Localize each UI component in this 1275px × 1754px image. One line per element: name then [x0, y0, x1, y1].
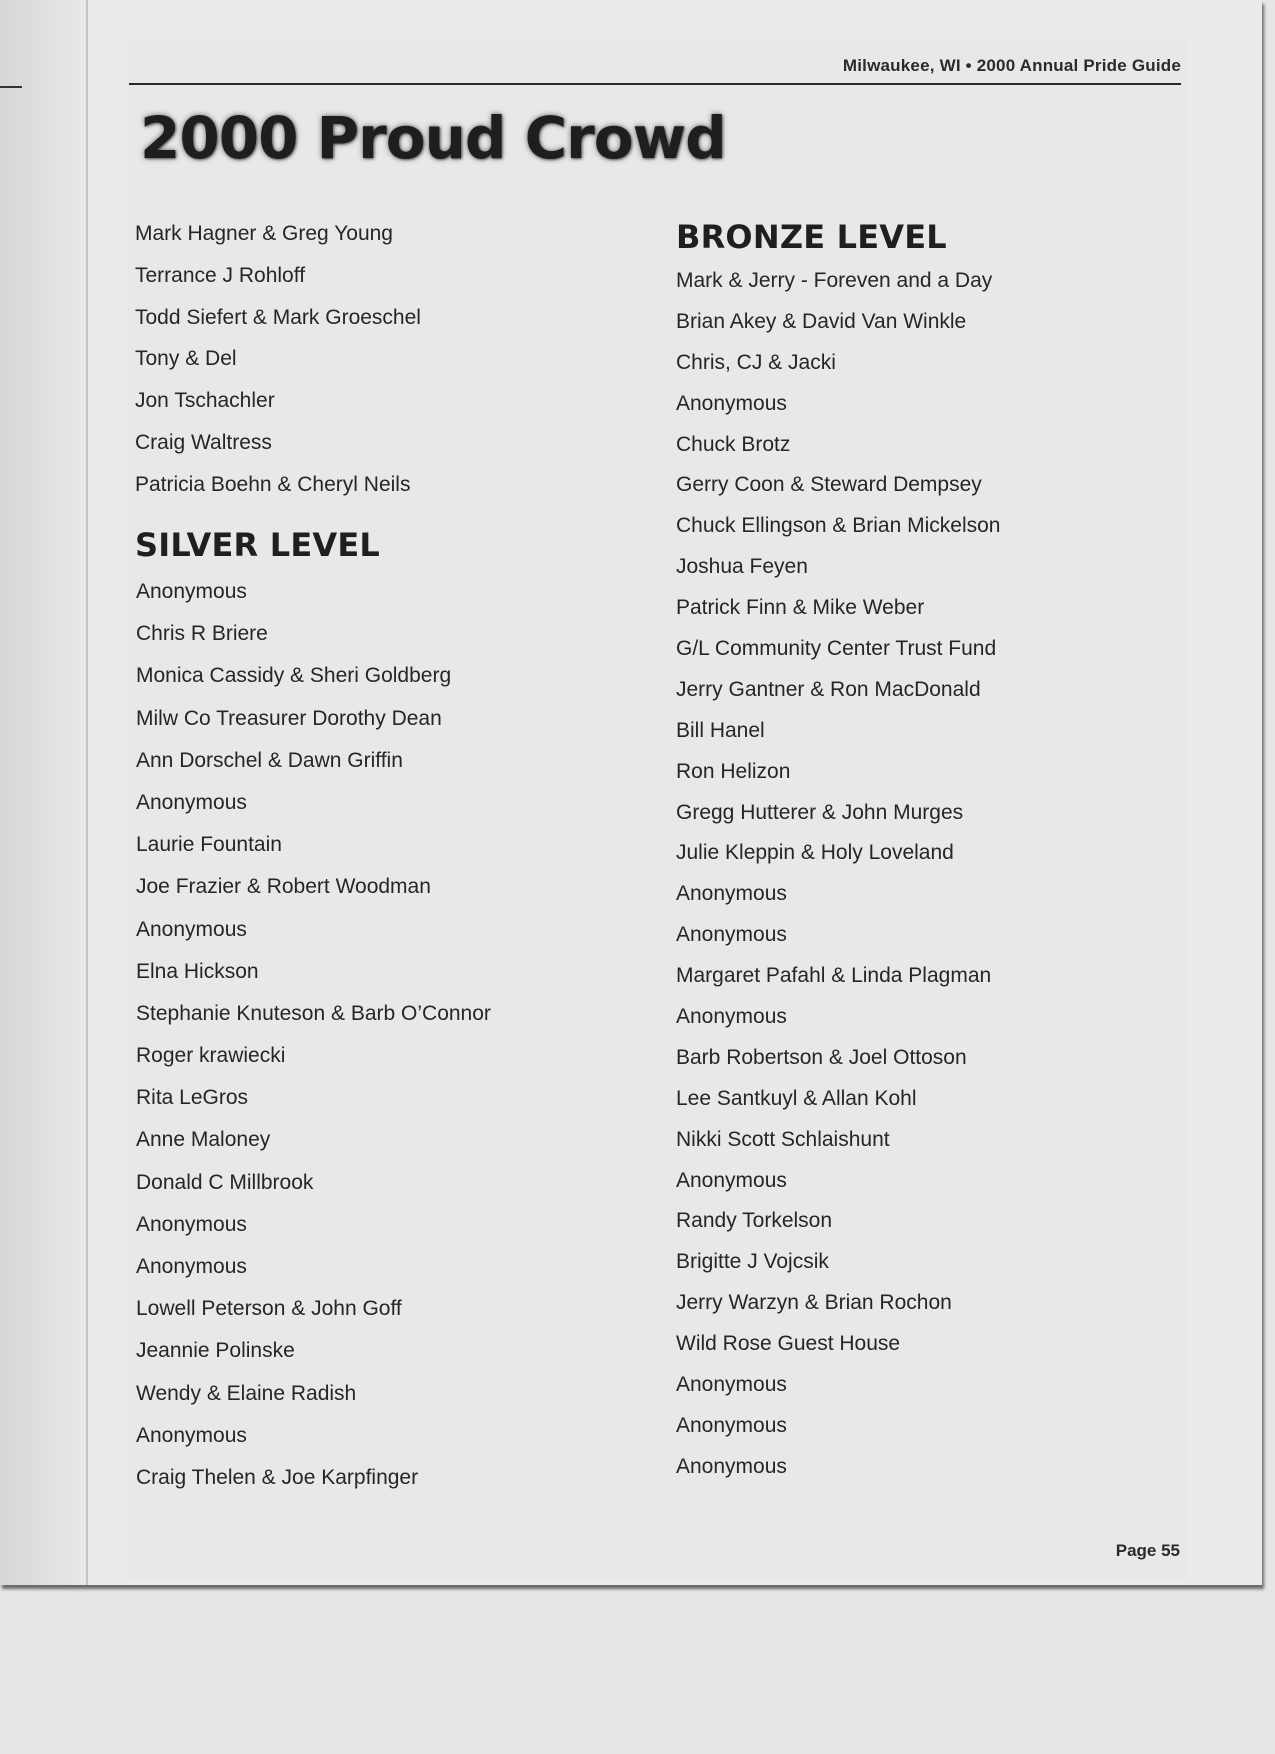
- donor-name: Ann Dorschel & Dawn Griffin: [136, 748, 403, 772]
- donor-name: Chris, CJ & Jacki: [676, 350, 836, 374]
- donor-name: Elna Hickson: [136, 959, 259, 983]
- bronze-donor-list: [676, 261, 1000, 1488]
- donor-name: Julie Kleppin & Holy Loveland: [676, 841, 954, 865]
- donor-name: Anonymous: [676, 391, 787, 415]
- donor-name: Wendy & Elaine Radish: [136, 1381, 357, 1405]
- donor-name: Craig Waltress: [135, 430, 272, 454]
- donor-name: Todd Siefert & Mark Groeschel: [135, 305, 421, 329]
- donor-name: Anonymous: [676, 1373, 787, 1397]
- donor-name: Gregg Hutterer & John Murges: [676, 800, 964, 824]
- donor-name: Anonymous: [676, 1454, 787, 1478]
- donor-name: Anonymous: [676, 923, 787, 947]
- donor-name: Brigitte J Vojcsik: [676, 1250, 829, 1274]
- silver-donor-list: [136, 571, 491, 1499]
- donor-name: Stephanie Knuteson & Barb O’Connor: [136, 1001, 491, 1025]
- donor-name: Anonymous: [136, 917, 247, 941]
- donor-name: Margaret Pafahl & Linda Plagman: [676, 964, 992, 988]
- silver-level-heading: SILVER LEVEL: [135, 526, 381, 564]
- donor-name: Anonymous: [136, 790, 247, 814]
- donor-name: Roger krawiecki: [136, 1044, 286, 1068]
- donor-name: Terrance J Rohloff: [135, 263, 306, 287]
- donor-name: Anonymous: [676, 1005, 787, 1029]
- donor-name: G/L Community Center Trust Fund: [676, 637, 997, 661]
- donor-name: Ron Helizon: [676, 759, 791, 783]
- donor-name: Lowell Peterson & John Goff: [136, 1297, 402, 1321]
- continued-donor-list: [135, 213, 421, 506]
- donor-name: Patricia Boehn & Cheryl Neils: [135, 472, 411, 496]
- running-header: Milwaukee, WI • 2000 Annual Pride Guide: [842, 56, 1181, 75]
- donor-name: Anonymous: [136, 1212, 247, 1236]
- page-binding-edge: [0, 0, 88, 1585]
- donor-name: Chris R Briere: [136, 622, 268, 646]
- donor-name: Laurie Fountain: [136, 833, 282, 857]
- donor-name: Anonymous: [136, 1255, 247, 1278]
- donor-name: Jerry Gantner & Ron MacDonald: [676, 677, 981, 701]
- donor-name: Anonymous: [676, 882, 787, 906]
- donor-name: Nikki Scott Schlaishunt: [676, 1127, 890, 1151]
- donor-name: Craig Thelen & Joe Karpfinger: [136, 1465, 419, 1489]
- donor-name: Barb Robertson & Joel Ottoson: [676, 1045, 967, 1069]
- donor-name: Chuck Brotz: [676, 432, 791, 456]
- donor-name: Brian Akey & David Van Winkle: [676, 309, 967, 333]
- donor-name: Joshua Feyen: [676, 555, 808, 579]
- donor-name: Wild Rose Guest House: [676, 1332, 901, 1356]
- donor-name: Anonymous: [136, 1423, 247, 1447]
- donor-name: Monica Cassidy & Sheri Goldberg: [136, 664, 452, 688]
- donor-name: Chuck Ellingson & Brian Mickelson: [676, 514, 1001, 538]
- binding-mark: [0, 86, 22, 88]
- donor-name: Anonymous: [676, 1168, 787, 1192]
- donor-name: Donald C Millbrook: [136, 1170, 314, 1194]
- donor-name: Bill Hanel: [676, 718, 765, 742]
- donor-name: Lee Santkuyl & Allan Kohl: [676, 1086, 917, 1110]
- page-title: 2000 Proud Crowd: [140, 104, 726, 172]
- gutter-line: [86, 0, 88, 1585]
- donor-name: Anonymous: [136, 580, 247, 603]
- donor-name: Jerry Warzyn & Brian Rochon: [676, 1291, 952, 1315]
- donor-name: Anne Maloney: [136, 1128, 271, 1152]
- donor-name: Mark Hagner & Greg Young: [135, 222, 393, 245]
- page-number: Page 55: [1115, 1541, 1180, 1560]
- donor-name: Mark & Jerry - Foreven and a Day: [676, 269, 993, 292]
- donor-name: Gerry Coon & Steward Dempsey: [676, 473, 982, 497]
- donor-name: Milw Co Treasurer Dorothy Dean: [136, 706, 442, 730]
- donor-name: Patrick Finn & Mike Weber: [676, 596, 925, 620]
- donor-name: Randy Torkelson: [676, 1209, 833, 1233]
- donor-name: Joe Frazier & Robert Woodman: [136, 875, 431, 899]
- bronze-level-heading: BRONZE LEVEL: [676, 218, 947, 256]
- donor-name: Rita LeGros: [136, 1086, 249, 1110]
- donor-name: Jeannie Polinske: [136, 1339, 295, 1363]
- header-rule: [129, 83, 1181, 85]
- donor-name: Anonymous: [676, 1413, 787, 1437]
- donor-name: Jon Tschachler: [135, 389, 275, 413]
- donor-name: Tony & Del: [135, 347, 237, 371]
